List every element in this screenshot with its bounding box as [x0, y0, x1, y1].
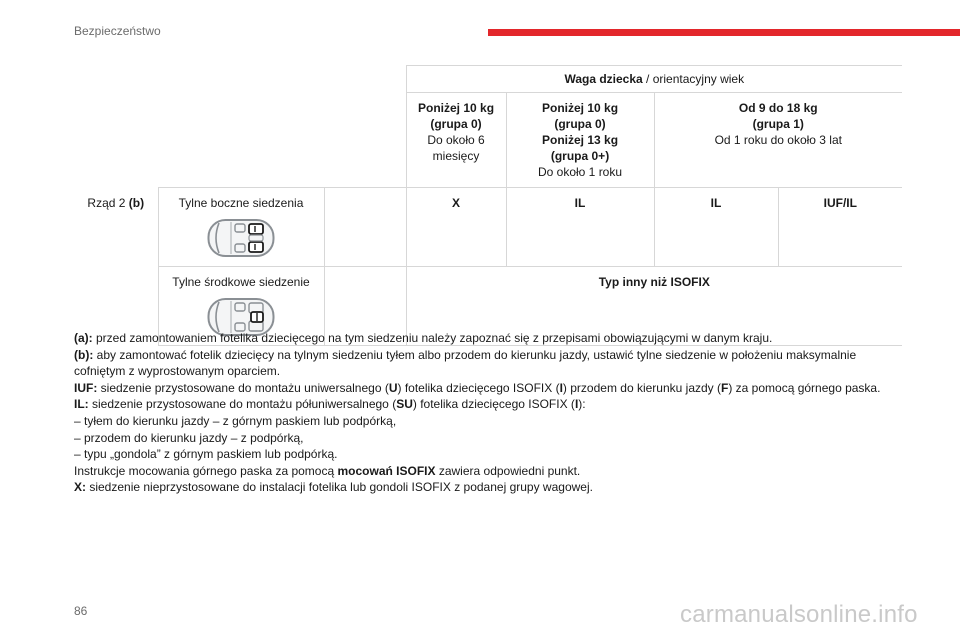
legend-notes	[74, 330, 902, 496]
note-il-option-2: – przodem do kierunku jazdy – z podpórką,	[74, 430, 304, 445]
side-value-group-0plus: IL	[506, 188, 654, 267]
table-row	[74, 188, 902, 267]
page-number: 86	[74, 604, 88, 618]
note-x: X: siedzenie nieprzystosowane do instalacji fotelika lub gondoli ISOFIX z podanej grupy wagowej.	[74, 480, 593, 495]
note-instructions: Instrukcje mocowania górnego paska za pomocą mocowań ISOFIX zawiera odpowiedni punkt.	[74, 463, 581, 478]
side-value-group-1a: IL	[654, 188, 778, 267]
group-1-cell: Od 9 do 18 kg (grupa 1) Od 1 roku do około 3 lat	[654, 93, 902, 188]
car-side-seats-icon	[207, 217, 275, 259]
group-0plus-cell: Poniżej 10 kg (grupa 0) Poniżej 13 kg (grupa 0+) Do około 1 roku	[506, 93, 654, 188]
table-row	[74, 66, 902, 93]
note-a: (a): przed zamontowaniem fotelika dziecięcego na tym siedzeniu należy zapoznać się z przepisami obowiązującymi w danym kraju.	[74, 331, 773, 345]
note-il: IL: siedzenie przystosowane do montażu półuniwersalnego (SU) fotelika dziecięcego ISOFIX (I):	[74, 397, 586, 412]
side-value-group-1b: IUF/IL	[778, 188, 902, 267]
middle-value: Typ inny niż ISOFIX	[406, 267, 902, 346]
accent-bar	[488, 29, 960, 36]
blank-cell	[74, 66, 406, 188]
note-il-option-3: – typu „gondola” z górnym paskiem lub podpórką.	[74, 447, 338, 462]
isofix-table	[74, 65, 902, 346]
watermark: carmanualsonline.info	[680, 601, 918, 628]
row-label-cell: Rząd 2 (b)	[74, 188, 158, 346]
weight-heading: Waga dziecka / orientacyjny wiek	[406, 66, 902, 93]
side-value-group-0: X	[406, 188, 506, 267]
note-b: (b): aby zamontować fotelik dziecięcy na tylnym siedzeniu tyłem albo przodem do kierunku jazdy, ustawić tylne siedzenie w położeniu maksymalnie cofniętym z wyprostowanym oparciem.	[74, 347, 857, 379]
note-iuf: IUF: siedzenie przystosowane do montażu uniwersalnego (U) fotelika dziecięcego ISOFIX (I) przodem do kierunku jazdy (F) za pomocą górnego paska.	[74, 380, 881, 395]
rear-side-seats-cell: Tylne boczne siedzenia	[158, 188, 324, 267]
group-0-cell: Poniżej 10 kg (grupa 0) Do około 6 miesięcy	[406, 93, 506, 188]
rear-middle-seat-cell: Tylne środkowe siedzenie	[158, 267, 324, 346]
blank-cell	[324, 188, 406, 267]
note-il-option-1: – tyłem do kierunku jazdy – z górnym paskiem lub podpórką,	[74, 413, 397, 428]
section-title: Bezpieczeństwo	[74, 24, 161, 38]
